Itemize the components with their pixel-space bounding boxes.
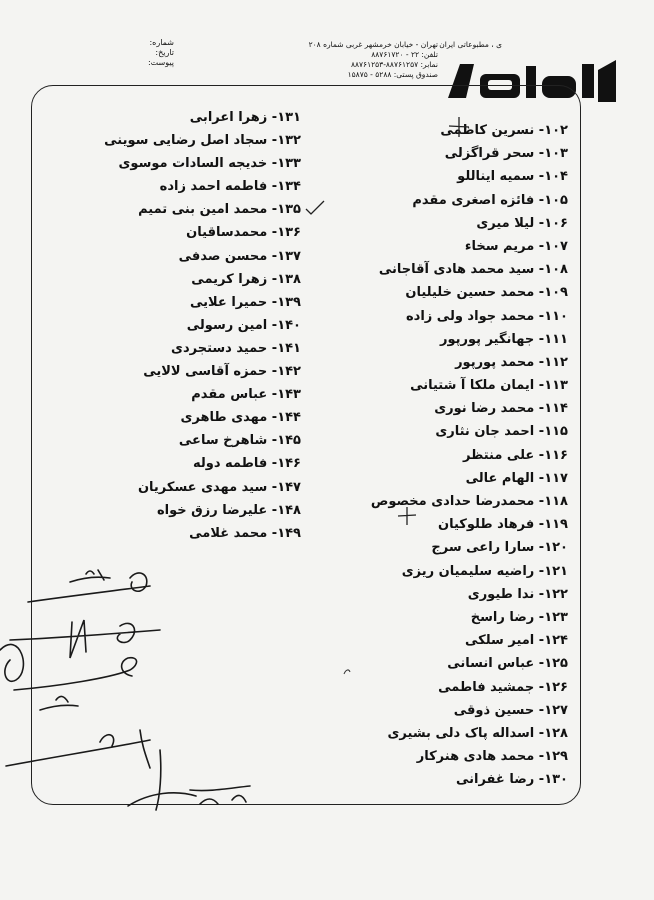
list-item: ۱۰۹- محمد حسین خلیلیان (405, 285, 568, 301)
list-item: ۱۲۵- عباس انسانی (447, 656, 568, 672)
list-item: ۱۳۲- سجاد اصل رضایی سوینی (104, 133, 301, 149)
list-item: ۱۲۶- جمشید فاطمی (438, 679, 568, 695)
fax-line: نمابر: ۸۸۷۶۱۲۵۷-۸۸۷۶۱۲۵۳ (350, 60, 438, 69)
attachment-label: پیوست: (147, 58, 174, 67)
list-item: ۱۰۴- سمیه ایناللو (457, 169, 568, 185)
list-item: ۱۲۱- راضیه سلیمیان ریزی (401, 563, 568, 579)
list-item: ۱۳۳- خدیجه السادات موسوی (118, 156, 301, 172)
list-item: ۱۱۲- محمد پورپور (455, 354, 568, 370)
list-item: ۱۴۱- حمید دستجردی (171, 340, 301, 356)
list-item: ۱۳۷- محسن صدفی (178, 248, 301, 264)
list-item: ۱۱۱- جهانگیر پورپور (440, 331, 568, 347)
list-item: ۱۳۰- رضا غفرانی (455, 772, 568, 788)
list-item: ۱۱۰- محمد جواد ولی زاده (405, 308, 568, 324)
number-label: شماره: (149, 38, 174, 47)
list-item: ۱۴۴- مهدی طاهری (180, 410, 301, 426)
phone-line: تلفن: ۲۲ - ۸۸۷۶۱۷۲۰ (371, 50, 438, 59)
list-item: ۱۲۸- اسداله پاک دلی بشیری (387, 725, 568, 741)
address-line: تهران - خیابان خرمشهر غربی شماره ۲۰۸ (308, 40, 438, 49)
names-list-right (268, 119, 568, 791)
cross-mark-icon (448, 116, 470, 138)
list-item: ۱۴۰- امین رسولی (186, 317, 301, 333)
list-item: ۱۳۸- زهرا کریمی (191, 271, 301, 287)
date-label: تاریخ: (155, 48, 174, 57)
stray-mark-icon (343, 668, 351, 676)
list-item: ۱۳۴- فاطمه احمد زاده (159, 179, 301, 195)
list-item: ۱۰۳- سحر قراگزلی (444, 146, 568, 162)
letterhead-labels (118, 38, 174, 68)
list-item: ۱۲۲- ندا طیوری (467, 586, 568, 602)
names-list-left (61, 106, 301, 545)
list-item: ۱۴۳- عباس مقدم (191, 387, 301, 403)
list-item: ۱۳۶- محمدساقیان (186, 225, 301, 241)
list-item: ۱۲۰- سارا راعی سرج (431, 540, 568, 556)
list-item: ۱۰۶- لیلا میری (476, 215, 568, 231)
list-item: ۱۳۱- زهرا اعرابی (189, 110, 301, 125)
list-item: ۱۴۸- علیرضا رزق خواه (156, 502, 301, 518)
list-item: ۱۳۹- حمیرا علایی (190, 294, 301, 310)
list-item: ۱۲۹- محمد هادی هنرکار (416, 749, 568, 765)
organization-line: ی ، مطبوعاتی ایران (439, 40, 502, 49)
list-item: ۱۰۲- نسرین کاظمی (440, 123, 568, 138)
list-item: ۱۲۳- رضا راسخ (470, 609, 568, 625)
list-item: ۱۰۸- سید محمد هادی آقاجانی (378, 262, 568, 278)
cross-mark-icon (397, 506, 417, 526)
check-mark-icon (305, 200, 325, 216)
list-item: ۱۲۴- امیر سلکی (465, 633, 568, 649)
list-item: ۱۴۹- محمد غلامی (189, 525, 301, 541)
list-item: ۱۱۸- محمدرضا حدادی مخصوص (370, 494, 568, 509)
list-item: ۱۲۷- حسین ذوقی (453, 702, 568, 718)
handwritten-signatures (0, 560, 300, 880)
list-item: ۱۴۵- شاهرخ ساعی (178, 433, 301, 449)
list-item: ۱۰۵- فائزه اصغری مقدم (412, 192, 568, 208)
list-item: ۱۴۶- فاطمه دوله (192, 456, 301, 472)
list-item: ۱۳۵- محمد امین بنی تمیم (138, 202, 301, 218)
list-item: ۱۱۹- فرهاد طلوکیان (438, 517, 568, 533)
list-item: ۱۱۶- علی منتظر (462, 447, 568, 463)
list-item: ۱۴۷- سید مهدی عسکریان (137, 479, 301, 495)
list-item: ۱۴۲- حمزه آقاسی لالایی (143, 364, 301, 380)
list-item: ۱۱۴- محمد رضا نوری (434, 401, 568, 417)
list-item: ۱۱۵- احمد جان نثاری (435, 424, 568, 440)
letterhead-address (268, 40, 438, 80)
po-box-line: صندوق پستی: ۵۲۸۸ - ۱۵۸۷۵ (347, 70, 438, 79)
list-item: ۱۱۳- ایمان ملکا آ شتیانی (410, 378, 568, 394)
list-item: ۱۱۷- الهام عالی (465, 470, 568, 486)
list-item: ۱۰۷- مریم سخاء (464, 238, 568, 254)
